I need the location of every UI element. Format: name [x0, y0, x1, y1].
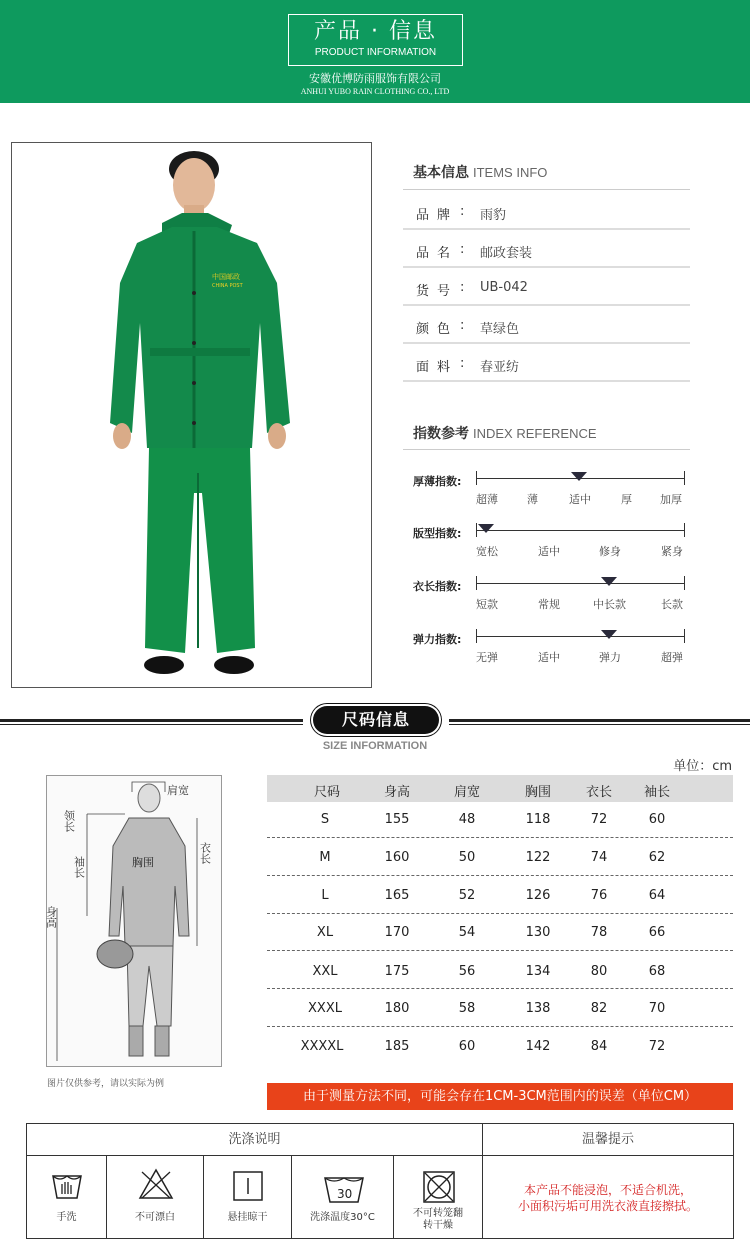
- table-header-cell: 尺码: [313, 785, 340, 800]
- index-label: 厚薄指数:: [413, 475, 462, 488]
- info-value: 雨豹: [480, 208, 507, 223]
- table-cell: L: [321, 888, 329, 903]
- table-cell: 74: [590, 850, 608, 865]
- table-cell: S: [320, 812, 330, 827]
- measurement-note: 由于测量方法不同，可能会存在1CM-3CM范围内的误差（单位CM）: [267, 1083, 733, 1110]
- wash-30-icon: [323, 1174, 365, 1204]
- table-cell: 180: [384, 1001, 410, 1016]
- care-item-hang-dry: [204, 1156, 292, 1238]
- care-tip-line2: 小面积污垢可用洗衣液直接擦拭。: [517, 1199, 698, 1213]
- measurement-sketch: [46, 775, 222, 1067]
- index-label: 衣长指数:: [413, 580, 462, 593]
- table-cell: 58: [458, 1001, 476, 1016]
- table-cell: 56: [458, 964, 476, 979]
- table-cell: XL: [316, 925, 334, 940]
- unit-label: 单位：cm: [673, 759, 732, 774]
- table-cell: XXXL: [308, 1001, 342, 1016]
- divider: [403, 189, 690, 190]
- row-divider: [267, 875, 733, 876]
- row-divider: [267, 913, 733, 914]
- care-item-hand-wash: [27, 1156, 107, 1238]
- care-title: 洗涤说明: [27, 1124, 483, 1156]
- items-info-title-cn: 基本信息: [413, 165, 469, 181]
- table-cell: 72: [648, 1039, 666, 1054]
- table-cell: 62: [648, 850, 666, 865]
- table-cell: 72: [590, 812, 608, 827]
- info-row-fabric: 面料 : 春亚纺: [403, 346, 690, 382]
- care-item-no-tumble-dry: [394, 1156, 483, 1238]
- info-row-sku: 货号 : UB-042: [403, 270, 690, 306]
- index-option: 超弹: [661, 651, 683, 664]
- size-table-header: [267, 775, 733, 802]
- info-row-name: 品名 : 邮政套装: [403, 232, 690, 268]
- index-elasticity: [413, 629, 693, 669]
- table-cell: 60: [458, 1039, 476, 1054]
- info-key: 颜色: [416, 322, 459, 337]
- chest-logo-text: 中国邮政: [212, 273, 240, 281]
- table-cell: XXXXL: [300, 1039, 344, 1054]
- divider: [449, 724, 750, 725]
- divider: [0, 719, 303, 722]
- row-divider: [267, 837, 733, 838]
- index-option: 弹力: [599, 651, 621, 664]
- header-title-box: [288, 14, 463, 66]
- index-marker: [571, 472, 587, 481]
- table-cell: 118: [525, 812, 551, 827]
- index-option: 适中: [569, 493, 591, 506]
- care-item-wash-30: [292, 1156, 394, 1238]
- table-cell: 70: [648, 1001, 666, 1016]
- index-option: 薄: [527, 493, 538, 506]
- info-value: 草绿色: [480, 322, 520, 337]
- table-cell: 50: [458, 850, 476, 865]
- index-length: [413, 576, 693, 616]
- index-option: 宽松: [476, 545, 498, 558]
- table-header-cell: 身高: [383, 785, 410, 800]
- raincoat-model-image: [12, 143, 371, 687]
- table-cell: 76: [590, 888, 608, 903]
- index-label: 版型指数:: [413, 527, 462, 540]
- divider: [0, 724, 303, 725]
- table-cell: 60: [648, 812, 666, 827]
- index-option: 中长款: [593, 598, 626, 611]
- items-info-title: [413, 162, 547, 182]
- table-cell: 82: [590, 1001, 608, 1016]
- table-cell: 122: [525, 850, 551, 865]
- table-cell: 134: [525, 964, 551, 979]
- index-title-cn: 指数参考: [413, 426, 469, 442]
- sketch-label-sleeve: 袖长: [72, 856, 86, 878]
- index-marker: [478, 524, 494, 533]
- table-header-cell: 袖长: [643, 785, 670, 800]
- index-option: 短款: [476, 598, 498, 611]
- table-header-cell: 肩宽: [453, 785, 480, 800]
- index-marker: [601, 577, 617, 586]
- care-tip: [483, 1156, 733, 1238]
- care-item-label: 洗涤温度30°C: [310, 1212, 375, 1223]
- size-info-title-en: SIZE INFORMATION: [322, 740, 428, 752]
- care-tip-line1: 本产品不能浸泡，不适合机洗，: [523, 1183, 692, 1197]
- info-row-color: 颜色 : 草绿色: [403, 308, 690, 344]
- header-title: 产品 · 信息: [314, 19, 437, 44]
- divider: [449, 719, 750, 722]
- measurement-figure-image: [44, 776, 221, 1066]
- index-fit: [413, 523, 693, 563]
- sketch-label-collar: 领长: [62, 810, 76, 832]
- table-cell: 130: [525, 925, 551, 940]
- tips-title: 温馨提示: [483, 1124, 733, 1156]
- care-item-label: 悬挂晾干: [227, 1212, 268, 1223]
- index-option: 长款: [661, 598, 683, 611]
- table-cell: 160: [384, 850, 410, 865]
- divider: [403, 449, 690, 450]
- table-cell: 126: [525, 888, 551, 903]
- table-cell: 78: [590, 925, 608, 940]
- index-thickness: [413, 471, 693, 511]
- info-key: 品牌: [416, 208, 459, 223]
- info-value: 春亚纺: [480, 360, 520, 375]
- info-value: UB-042: [480, 280, 528, 295]
- hang-dry-icon: [232, 1170, 264, 1202]
- info-value: 邮政套装: [480, 246, 533, 261]
- table-cell: 52: [458, 888, 476, 903]
- table-cell: 68: [648, 964, 666, 979]
- table-cell: 142: [525, 1039, 551, 1054]
- company-name: 安徽优博防雨服饰有限公司: [309, 72, 441, 85]
- table-cell: 165: [384, 888, 410, 903]
- product-photo: [11, 142, 372, 688]
- index-option: 厚: [621, 493, 632, 506]
- care-item-no-bleach: [107, 1156, 204, 1238]
- index-option: 常规: [538, 598, 560, 611]
- index-option: 适中: [538, 545, 560, 558]
- index-option: 适中: [538, 651, 560, 664]
- table-cell: 66: [648, 925, 666, 940]
- items-info-title-en: ITEMS INFO: [473, 165, 548, 180]
- table-header-cell: 胸围: [524, 785, 551, 800]
- info-row-brand: 品牌 : 雨豹: [403, 194, 690, 230]
- index-label: 弹力指数:: [413, 633, 462, 646]
- no-bleach-icon: [138, 1168, 174, 1200]
- table-header-cell: 衣长: [585, 785, 612, 800]
- index-marker: [601, 630, 617, 639]
- care-item-label: 手洗: [56, 1212, 77, 1223]
- table-cell: 185: [384, 1039, 410, 1054]
- company-name-en: ANHUI YUBO RAIN CLOTHING CO., LTD: [300, 87, 450, 96]
- table-cell: 155: [384, 812, 410, 827]
- table-cell: 138: [525, 1001, 551, 1016]
- index-reference-title: [413, 423, 597, 443]
- hand-wash-icon: [51, 1172, 83, 1202]
- info-key: 货号: [416, 284, 459, 299]
- care-table: [26, 1123, 734, 1239]
- sketch-label-height: 身高: [44, 906, 58, 928]
- row-divider: [267, 950, 733, 951]
- row-divider: [267, 988, 733, 989]
- no-tumble-dry-icon: [422, 1170, 456, 1204]
- index-option: 超薄: [476, 493, 498, 506]
- table-cell: 54: [458, 925, 476, 940]
- sketch-caption: 图片仅供参考，请以实际为例: [47, 1079, 165, 1089]
- info-key: 面料: [416, 360, 459, 375]
- index-option: 紧身: [661, 545, 683, 558]
- header-title-en: PRODUCT INFORMATION: [314, 47, 437, 58]
- header-banner: [0, 0, 750, 103]
- table-cell: M: [319, 850, 331, 865]
- care-item-label: 不可漂白: [135, 1212, 175, 1223]
- table-cell: 80: [590, 964, 608, 979]
- table-cell: 48: [458, 812, 476, 827]
- table-cell: 175: [384, 964, 410, 979]
- wash-temp: 30: [337, 1187, 353, 1201]
- info-key: 品名: [416, 246, 459, 261]
- size-info-title: 尺码信息: [313, 706, 439, 734]
- sketch-label-length: 衣长: [198, 842, 212, 864]
- index-option: 修身: [599, 545, 621, 558]
- index-title-en: INDEX REFERENCE: [473, 426, 597, 441]
- sketch-label-chest: 胸围: [132, 856, 154, 869]
- care-item-label: 不可转笼翻转干燥: [413, 1208, 463, 1231]
- row-divider: [267, 1026, 733, 1027]
- table-cell: 64: [648, 888, 666, 903]
- index-option: 加厚: [660, 493, 682, 506]
- table-cell: XXL: [312, 964, 338, 979]
- table-cell: 84: [590, 1039, 608, 1054]
- sketch-label-shoulder: 肩宽: [167, 784, 189, 797]
- index-option: 无弹: [476, 651, 498, 664]
- chest-logo-text-en: CHINA POST: [212, 283, 243, 289]
- table-cell: 170: [384, 925, 410, 940]
